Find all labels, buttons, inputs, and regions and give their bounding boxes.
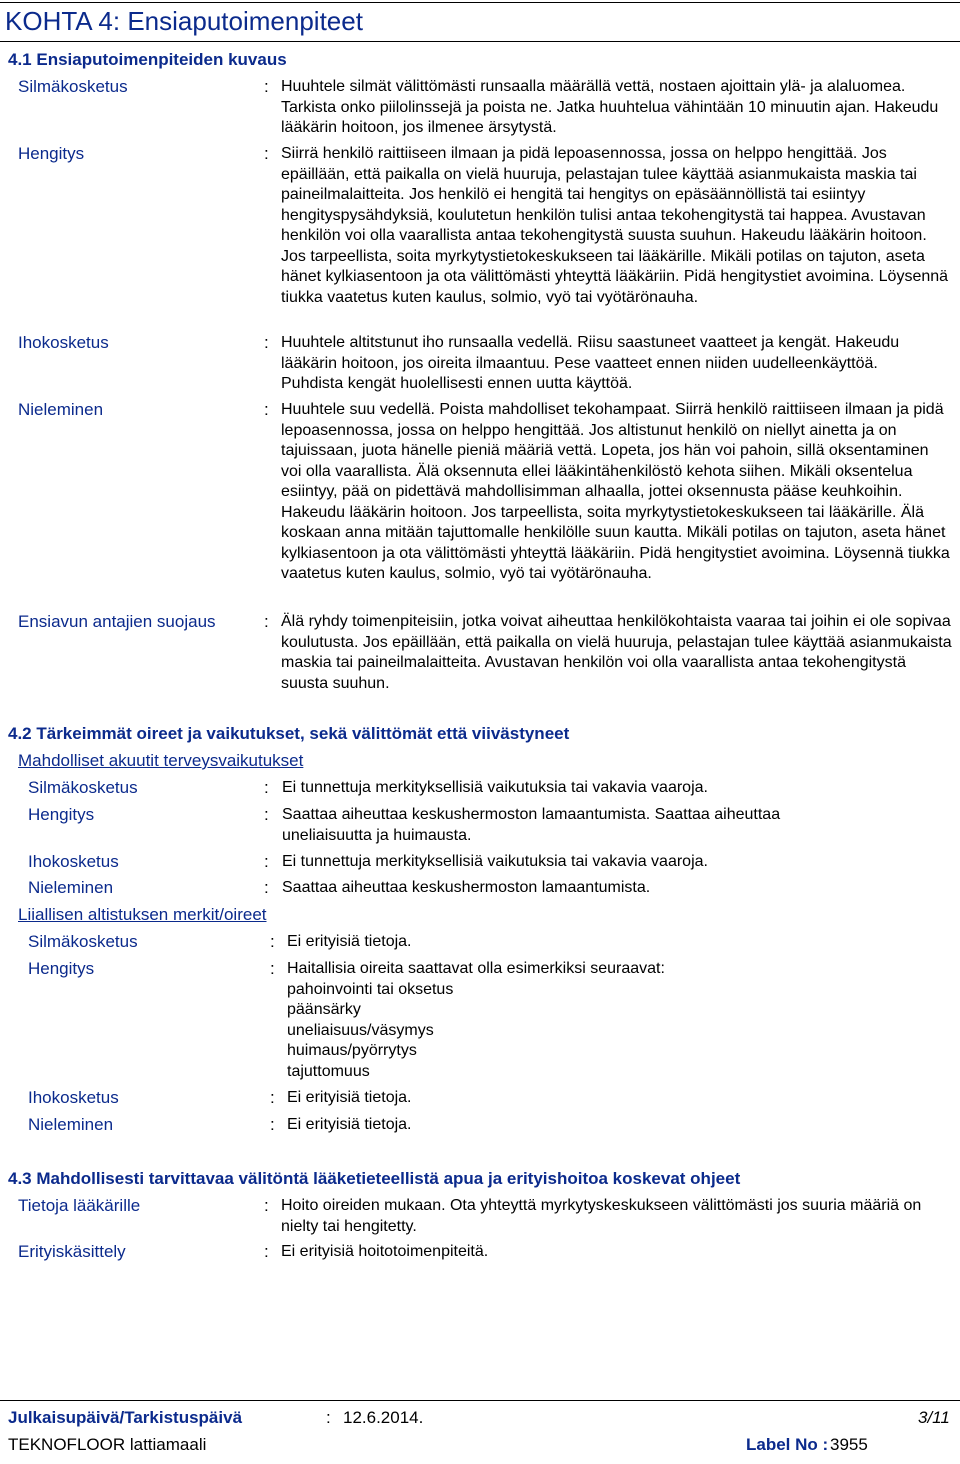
text-first-aider-protection: Älä ryhdy toimenpiteisiin, jotka voivat aiheuttaa henkilökohtaista vaaraa tai joihin ei ole sopivaa koulutusta. Jos epäillään, että paikalla on vielä huuruja, pelastajan tulee käyttää asianmukaista maskia tai paineilmalaitteita. Avustavan henkilön voi olla vaarallista antaa tekohengitystä suusta suuhun. xyxy=(281,613,952,692)
colon: : xyxy=(264,1242,269,1261)
footer-page-number: 3/11 xyxy=(918,1408,950,1427)
subsection-4-2-title: 4.2 Tärkeimmät oireet ja vaikutukset, sekä välittömät että viivästyneet xyxy=(8,724,570,743)
acute-effects-heading: Mahdolliset akuutit terveysvaikutukset xyxy=(18,751,304,770)
footer-date-value: 12.6.2014. xyxy=(343,1408,424,1427)
acute-label-eye: Silmäkosketus xyxy=(28,778,138,797)
text-ingestion: Huuhtele suu vedellä. Poista mahdolliset tekohampaat. Siirrä henkilö raittiiseen ilmaan ja pidä lepoasennossa, jossa on helppo hengittää. Jos altistunut henkilö on niellyt ainetta ja on tajuissaan, juota hänelle pieniä määriä vettä. Lopeta, jos hän voi pahoin, sillä oksentaminen voi olla vaarallista. Älä oksennuta ellei lääkintähenkilöstö kehota siihen. Mikäli oksentelua esiintyy, pää on pidettävä mahdollisimman alhaalla, jottei oksennusta pääse keuhkoihin. Hakeudu lääkärin hoitoon. Jos tarpeellista, soita myrkytystietokeskukseen tai lääkärille. Älä koskaan anna mitään tajuttomalle henkilölle suun kautta. Mikäli potilas on tajuton, aseta hänet kylkiasentoon ja ota välittömästi yhteyttä lääkäriin. Pidä hengitystiet avoimina. Löysennä tiukka vaatetus kuten kaulus, solmio, vyö tai vyötärönauha. xyxy=(281,401,950,582)
colon: : xyxy=(270,959,275,978)
label-first-aider-protection: Ensiavun antajien suojaus xyxy=(18,612,216,631)
label-note-to-physician: Tietoja lääkärille xyxy=(18,1196,141,1215)
footer-label-no-value: 3955 xyxy=(830,1435,868,1454)
over-label-inhalation: Hengitys xyxy=(28,959,95,978)
over-text-eye: Ei erityisiä tietoja. xyxy=(287,933,412,950)
symptom-item: tajuttomuus xyxy=(287,1062,370,1080)
acute-text-inhalation: Saattaa aiheuttaa keskushermoston lamaantumista. Saattaa aiheuttaa uneliaisuutta ja huimausta. xyxy=(282,806,781,844)
symptom-item: uneliaisuus/väsymys xyxy=(287,1021,434,1039)
over-label-skin: Ihokosketus xyxy=(28,1088,119,1107)
acute-text-eye: Ei tunnettuja merkityksellisiä vaikutuksia tai vakavia vaaroja. xyxy=(282,779,708,796)
colon: : xyxy=(264,852,269,871)
acute-label-skin: Ihokosketus xyxy=(28,852,119,871)
over-label-eye: Silmäkosketus xyxy=(28,932,138,951)
text-skin-contact: Huuhtele altitstunut iho runsaalla vedellä. Riisu saastuneet vaatteet ja kengät. Hakeudu lääkärin hoitoon, jos oireita ilmaantuu. Pese vaatteet ennen niiden uudelleenkäyttöä. Puhdista kengät huolellisesti ennen uutta käyttöä. xyxy=(281,334,900,392)
section-title: KOHTA 4: Ensiaputoimenpiteet xyxy=(0,2,960,42)
label-skin-contact: Ihokosketus xyxy=(18,333,109,352)
acute-label-ingestion: Nieleminen xyxy=(28,878,114,897)
acute-text-ingestion: Saattaa aiheuttaa keskushermoston lamaantumista. xyxy=(282,879,651,896)
over-text-skin: Ei erityisiä tietoja. xyxy=(287,1089,412,1106)
symptom-item: päänsärky xyxy=(287,1001,361,1018)
label-specific-treatments: Erityiskäsittely xyxy=(18,1242,126,1261)
subsection-4-3-title: 4.3 Mahdollisesti tarvittavaa välitöntä lääketieteellistä apua ja erityishoitoa koskevat ohjeet xyxy=(8,1169,741,1188)
colon: : xyxy=(270,1088,275,1107)
text-inhalation: Siirrä henkilö raittiiseen ilmaan ja pidä lepoasennossa, jossa on helppo hengittää. Jos epäillään, että paikalla on vielä huuruja, pelastajan tulee käyttää asianmukaista maskia tai paineilmalaitteita. Jos henkilö ei hengitä tai hengitys on epäsäännöllistä tai esiintyy hengityspysähdyksiä, koulutetun henkilön tulisi antaa tekohengitystä tai happea. Avustavan henkilön voi olla vaarallista antaa tekohengitystä suusta suuhun. Hakeudu lääkärin hoitoon. Jos tarpeellista, soita myrkytystietokeskukseen tai lääkärille. Mikäli potilas on tajuton, aseta hänet kylkiasentoon ja ota välittömästi yhteyttä lääkäriin. Pidä hengitystiet avoimina. Löysennä tiukka vaatetus kuten kaulus, solmio, vyö tai vyötärönauha. xyxy=(281,145,949,306)
symptom-item: huimaus/pyörrytys xyxy=(287,1042,417,1059)
colon: : xyxy=(264,612,269,631)
over-label-ingestion: Nieleminen xyxy=(28,1115,114,1134)
label-eye-contact: Silmäkosketus xyxy=(18,77,128,96)
footer-label-no-label: Label No : xyxy=(746,1435,829,1454)
colon: : xyxy=(264,333,269,352)
footer-divider xyxy=(0,1400,960,1401)
colon: : xyxy=(264,77,269,96)
text-eye-contact: Huuhtele silmät välittömästi runsaalla määrällä vettä, nostaen ajoittain ylä- ja alaluomea. Tarkista onko piilolinssejä ja poista ne. Jatka huuhtelua vähintään 10 minuutin ajan. Hakeudu lääkärin hoitoon, jos ilmenee ärsytystä. xyxy=(281,78,939,136)
colon: : xyxy=(264,778,269,797)
footer-date-label: Julkaisupäivä/Tarkistuspäivä xyxy=(8,1408,243,1427)
label-ingestion: Nieleminen xyxy=(18,400,104,419)
text-specific-treatments: Ei erityisiä hoitotoimenpiteitä. xyxy=(281,1243,489,1260)
colon: : xyxy=(270,1115,275,1134)
colon: : xyxy=(264,144,269,163)
over-text-inhalation xyxy=(287,959,887,1082)
colon: : xyxy=(264,878,269,897)
acute-text-skin: Ei tunnettuja merkityksellisiä vaikutuksia tai vakavia vaaroja. xyxy=(282,853,708,870)
text-note-to-physician: Hoito oireiden mukaan. Ota yhteyttä myrkytyskeskukseen välittömästi jos suuria määriä on nielty tai hengitetty. xyxy=(281,1197,922,1235)
colon: : xyxy=(264,400,269,419)
over-inhalation-intro: Haitallisia oireita saattavat olla esimerkiksi seuraavat: xyxy=(287,960,665,977)
colon: : xyxy=(264,805,269,824)
label-inhalation: Hengitys xyxy=(18,144,85,163)
footer-product-name: TEKNOFLOOR lattiamaali xyxy=(8,1435,207,1454)
over-text-ingestion: Ei erityisiä tietoja. xyxy=(287,1116,412,1133)
overexposure-heading: Liiallisen altistuksen merkit/oireet xyxy=(18,905,267,924)
subsection-4-1-title: 4.1 Ensiaputoimenpiteiden kuvaus xyxy=(8,50,287,69)
symptom-item: pahoinvointi tai oksetus xyxy=(287,980,454,998)
acute-label-inhalation: Hengitys xyxy=(28,805,95,824)
colon: : xyxy=(326,1408,331,1427)
colon: : xyxy=(270,932,275,951)
colon: : xyxy=(264,1196,269,1215)
